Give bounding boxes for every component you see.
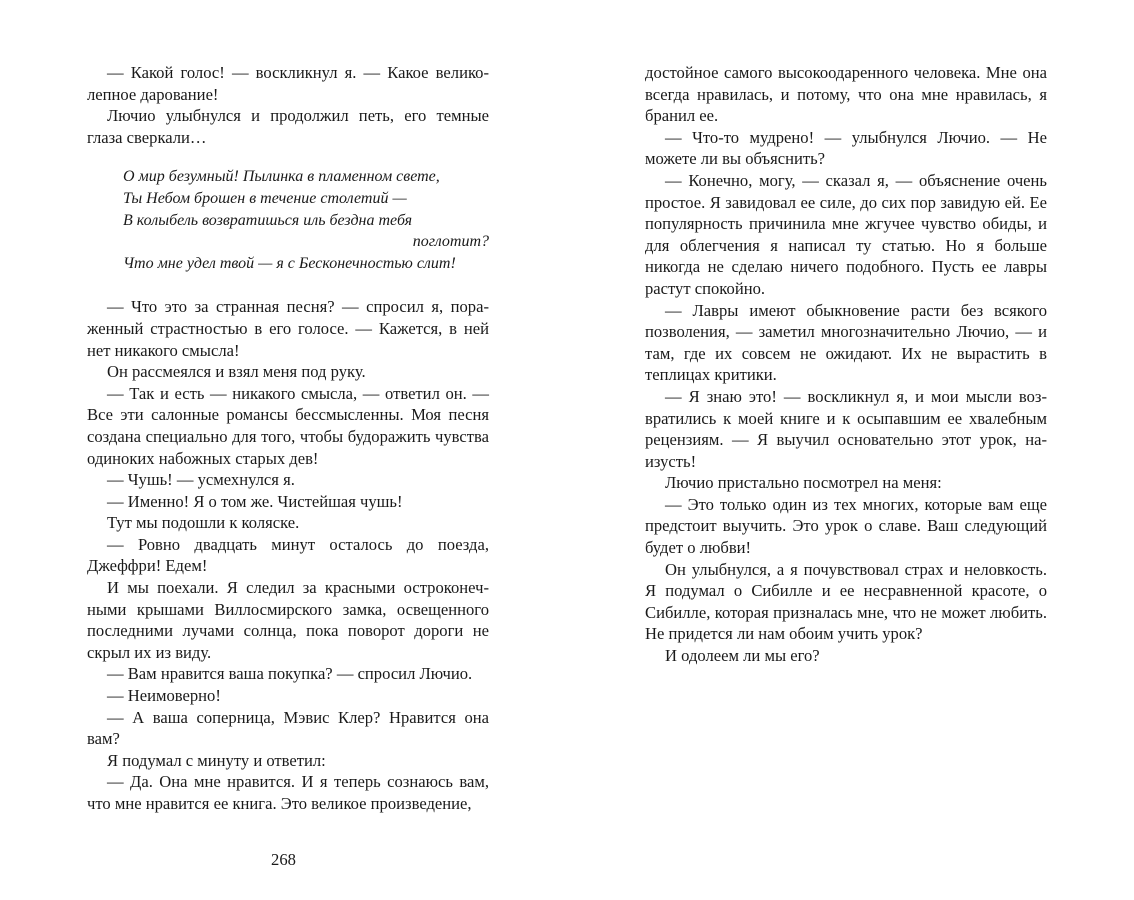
poem-stanza	[123, 166, 489, 274]
paragraph: Он рассмеялся и взял меня под руку.	[107, 362, 366, 382]
paragraph: — Чушь! — усмехнулся я.	[107, 470, 295, 490]
paragraph: — А ваша соперница, Мэвис Клер? Нравится она вам?	[87, 707, 489, 749]
paragraph: — Это только один из тех многих, которые вам еще предстоит выучить. Это урок о славе. Ваш следующий будет о любви!	[645, 494, 1047, 558]
paragraph: И одолеем ли мы его?	[665, 646, 820, 666]
paragraph: Лючио улыбнулся и продолжил петь, его темные глаза сверкали…	[87, 106, 489, 147]
poem-line: О мир безумный! Пылинка в пламенном свете,	[123, 168, 440, 186]
paragraph: — Что это за странная песня? — спросил я, пораженный страстностью в его голосе. — Кажется, в ней нет никакого смысла!	[87, 297, 489, 360]
paragraph: — Так и есть — никакого смысла, — ответил он. — Все эти салонные романсы бессмысленны. Моя песня создана специально для того, чтобы будоражить чувства одиноких набожных старых дев!	[87, 383, 489, 468]
paragraph: Он улыбнулся, а я почувствовал страх и неловкость. Я подумал о Сибилле и ее несравненной красоте, о Сибилле, которая призналась мне, что не может любить. Не придется ли нам обоим учить урок?	[645, 559, 1047, 644]
paragraph: — Ровно двадцать минут осталось до поезда, Джеффри! Едем!	[87, 534, 489, 576]
poem-line: Ты Небом брошен в течение столетий —	[123, 189, 407, 207]
paragraph: — Лавры имеют обыкновение расти без всякого позволения, — заметил многозначительно Лючио, — и там, где их совсем не ожидают. Их не вырастить в теплицах критики.	[645, 300, 1047, 385]
page-number: 268	[271, 850, 296, 869]
paragraph: — Что-то мудрено! — улыбнулся Лючио. — Не можете ли вы объяснить?	[645, 127, 1047, 169]
paragraph: — Да. Она мне нравится. И я теперь сознаюсь вам, что мне нравится ее книга. Это великое произведение,	[87, 772, 489, 813]
paragraph: — Какой голос! — воскликнул я. — Какое великолепное дарование!	[87, 63, 489, 104]
poem-line: В колыбель возвратишься иль бездна тебя	[123, 211, 413, 229]
right-text-column	[645, 62, 1047, 667]
left-text-column	[87, 62, 489, 815]
paragraph-continuation: достойное самого высокоодаренного человека. Мне она всегда нравилась, и потому, что она мне нравилась, я бранил ее.	[645, 63, 1047, 126]
paragraph: — Конечно, могу, — сказал я, — объяснение очень простое. Я завидовал ее силе, до сих пор завидую ей. Ее популярность причинила мне жгучее чувство обиды, и для облегчения я написал ту статью. Но я больше никогда не сделаю ничего подобного. Пусть ее лавры растут спокойно.	[645, 170, 1047, 298]
paragraph: Лючио пристально посмотрел на меня:	[665, 473, 942, 493]
paragraph: — Именно! Я о том же. Чистейшая чушь!	[107, 491, 403, 511]
paragraph: — Я знаю это! — воскликнул я, и мои мысли возвратились к моей книге и к осыпавшим ее хвалебным рецензиям. — Я выучил основательно этот урок, наизусть!	[645, 386, 1047, 471]
paragraph: — Вам нравится ваша покупка? — спросил Лючио.	[107, 664, 473, 684]
paragraph: И мы поехали. Я следил за красными остроконечными крышами Виллосмирского замка, освещенного последними лучами солнца, пока поворот дороги не скрыл их из виду.	[87, 578, 489, 662]
paragraph: Тут мы подошли к коляске.	[107, 513, 300, 533]
paragraph: Я подумал с минуту и ответил:	[107, 750, 326, 770]
right-page	[567, 0, 1134, 900]
poem-line-continuation: поглотит?	[412, 233, 489, 251]
paragraph: — Неимоверно!	[107, 686, 221, 706]
poem-line: Что мне удел твой — я с Бесконечностью слит!	[123, 254, 456, 272]
